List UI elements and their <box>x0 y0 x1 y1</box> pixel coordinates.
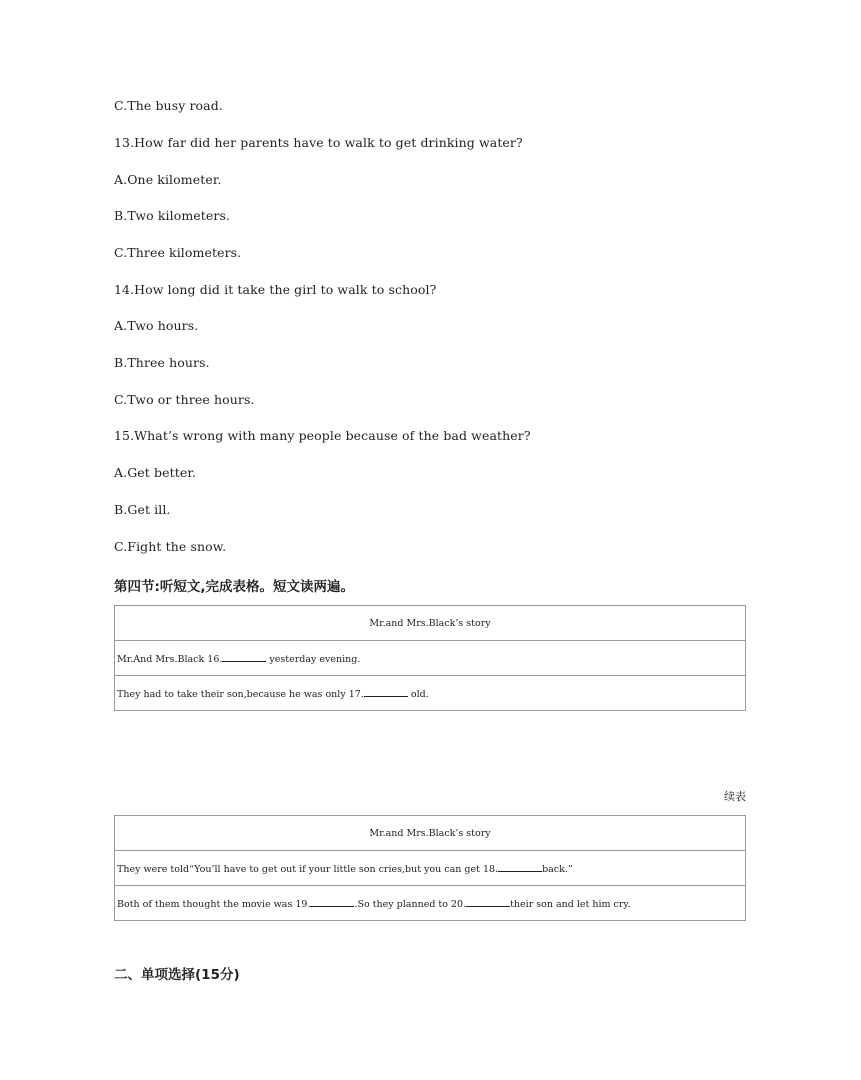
table-cell-18: They were told“You’ll have to get out if your little son cries,but you can get 18. back.” <box>115 851 746 886</box>
option-15c: C.Fight the snow. <box>114 539 227 554</box>
table-title: Mr.and Mrs.Black’s story <box>115 606 746 641</box>
blank-17[interactable] <box>364 687 408 697</box>
question-14: 14.How long did it take the girl to walk to school? <box>114 282 437 297</box>
table-row <box>115 851 746 886</box>
continued-label: 续表 <box>724 790 746 803</box>
option-13c: C.Three kilometers. <box>114 245 242 260</box>
option-14b: B.Three hours. <box>114 355 210 370</box>
table-cell-16: Mr.And Mrs.Black 16. yesterday evening. <box>115 641 746 676</box>
option-15a: A.Get better. <box>114 465 197 480</box>
blank-18[interactable] <box>498 862 542 872</box>
table-row <box>115 641 746 676</box>
option-14a: A.Two hours. <box>114 318 199 333</box>
section-4-heading: 第四节:听短文,完成表格。短文读两遍。 <box>114 579 355 595</box>
story-table-2 <box>114 815 746 921</box>
blank-19[interactable] <box>310 897 354 907</box>
table-row <box>115 886 746 921</box>
option-15b: B.Get ill. <box>114 502 171 517</box>
table-row <box>115 676 746 711</box>
table-row <box>115 816 746 851</box>
table-cell-19-20: Both of them thought the movie was 19. .So they planned to 20. their son and let him cry. <box>115 886 746 921</box>
story-table-1 <box>114 605 746 711</box>
option-12c: C.The busy road. <box>114 98 223 113</box>
question-13: 13.How far did her parents have to walk to get drinking water? <box>114 135 523 150</box>
table-title: Mr.and Mrs.Black’s story <box>115 816 746 851</box>
question-15: 15.What’s wrong with many people because of the bad weather? <box>114 428 531 443</box>
option-13b: B.Two kilometers. <box>114 208 231 223</box>
option-13a: A.One kilometer. <box>114 172 222 187</box>
blank-16[interactable] <box>222 652 266 662</box>
table-cell-17: They had to take their son,because he was only 17. old. <box>115 676 746 711</box>
blank-20[interactable] <box>466 897 510 907</box>
section-2-heading: 二、单项选择(15分) <box>114 967 240 983</box>
table-row <box>115 606 746 641</box>
option-14c: C.Two or three hours. <box>114 392 255 407</box>
